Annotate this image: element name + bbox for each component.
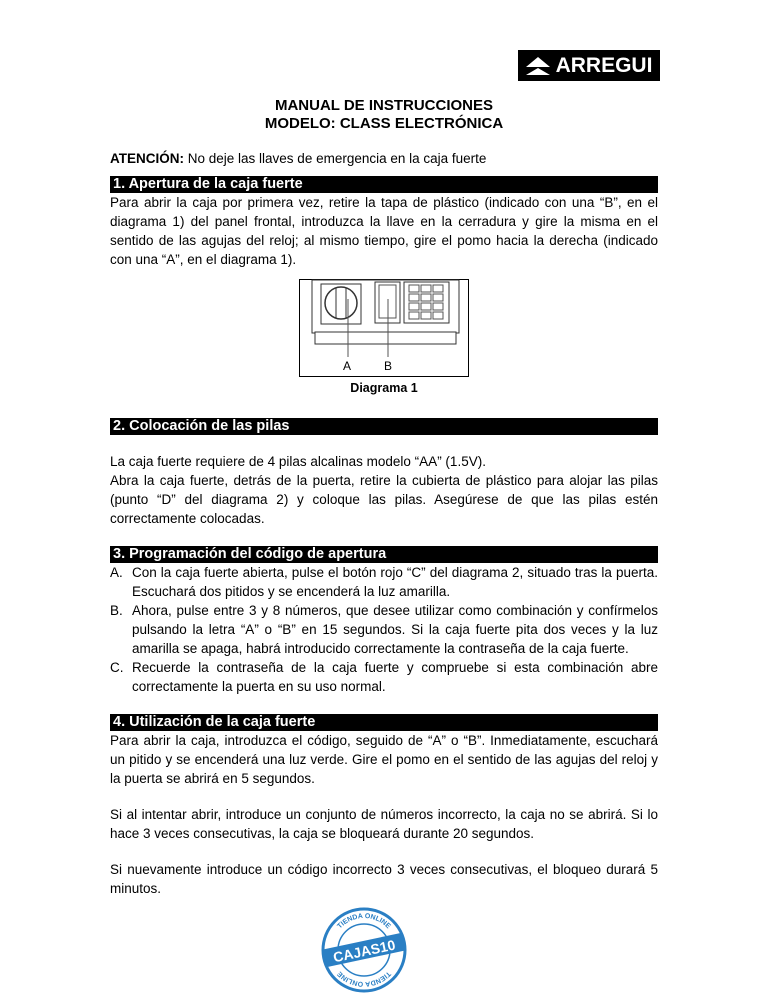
item-text: Recuerde la contraseña de la caja fuerte y compruebe si esta combinación abre correctamente la puerta en su uso normal.	[132, 660, 658, 694]
section-1-text: Para abrir la caja por primera vez, retire la tapa de plástico (indicado con una “B”, en el diagrama 1) del panel frontal, introduzca la llave en la cerradura y gire la misma en el sentido de las agujas del reloj; al mismo tiempo, gire el pomo hacia la derecha (indicado con una “A”, en el diagrama 1).	[110, 195, 658, 267]
label-a: A	[343, 359, 352, 373]
cajas10-stamp	[320, 906, 408, 994]
section-4-heading: 4. Utilización de la caja fuerte	[110, 714, 658, 731]
section-4-text-1: Para abrir la caja, introduzca el código, seguido de “A” o “B”. Inmediatamente, escuchará un pitido y se encenderá una luz verde. Gire el pomo en el sentido de las agujas del reloj y la puerta se abrirá en 5 segundos.	[110, 733, 658, 786]
arregui-logo	[518, 50, 660, 81]
attention-text: No deje las llaves de emergencia en la caja fuerte	[184, 151, 487, 166]
list-item	[110, 601, 658, 658]
header	[110, 50, 660, 81]
section-3-list	[110, 563, 658, 696]
diagram-caption: Diagrama 1	[350, 381, 418, 395]
section-4-text-3: Si nuevamente introduce un código incorrecto 3 veces consecutivas, el bloqueo durará 5 minutos.	[110, 862, 658, 896]
list-item	[110, 563, 658, 601]
section-1-heading: 1. Apertura de la caja fuerte	[110, 176, 658, 193]
item-key: C.	[110, 660, 124, 675]
stamp-main-text: CAJAS10	[331, 936, 397, 966]
stamp-bottom-text: TIENDA ONLINE	[336, 969, 392, 988]
stamp-seal-icon	[320, 906, 408, 994]
diagram-figure	[299, 279, 469, 377]
list-item	[110, 658, 658, 696]
section-2-text-1: La caja fuerte requiere de 4 pilas alcalinas modelo “AA” (1.5V).	[110, 454, 486, 469]
logo-text: ARREGUI	[555, 53, 653, 77]
item-key: B.	[110, 603, 123, 618]
item-text: Con la caja fuerte abierta, pulse el botón rojo “C” del diagrama 2, situado tras la puerta. Escuchará dos pitidos y se encenderá la luz amarilla.	[132, 565, 658, 599]
stamp-top-text: TIENDA ONLINE	[336, 912, 392, 931]
section-2-text-2: Abra la caja fuerte, detrás de la puerta, retire la cubierta de plástico para alojar las pilas (punto “D” del diagrama 2) y coloque las pilas. Asegúrese de que las pilas estén correctamente colocadas.	[110, 473, 658, 526]
manual-title: MANUAL DE INSTRUCCIONES	[274, 97, 494, 114]
section-2-heading: 2. Colocación de las pilas	[110, 418, 658, 435]
section-4-text-2: Si al intentar abrir, introduce un conjunto de números incorrecto, la caja no se abrirá. Si lo hace 3 veces consecutivas, la caja se bloqueará durante 20 segundos.	[110, 807, 658, 841]
attention-label: ATENCIÓN:	[110, 151, 184, 166]
model-title: MODELO: CLASS ELECTRÓNICA	[264, 115, 504, 132]
diagram-1	[299, 279, 469, 396]
section-3-heading: 3. Programación del código de apertura	[110, 546, 658, 563]
item-key: A.	[110, 565, 123, 580]
item-text: Ahora, pulse entre 3 y 8 números, que desee utilizar como combinación y confírmelos pulsando la letra “A” o “B” en 15 segundos. Si la caja fuerte pita dos veces y la luz amarilla se apaga, habrá introducido correctamente la contraseña de la caja fuerte.	[132, 603, 658, 656]
label-b: B	[384, 359, 393, 373]
attention-note	[110, 149, 658, 168]
logo-triangles-icon	[526, 57, 550, 75]
